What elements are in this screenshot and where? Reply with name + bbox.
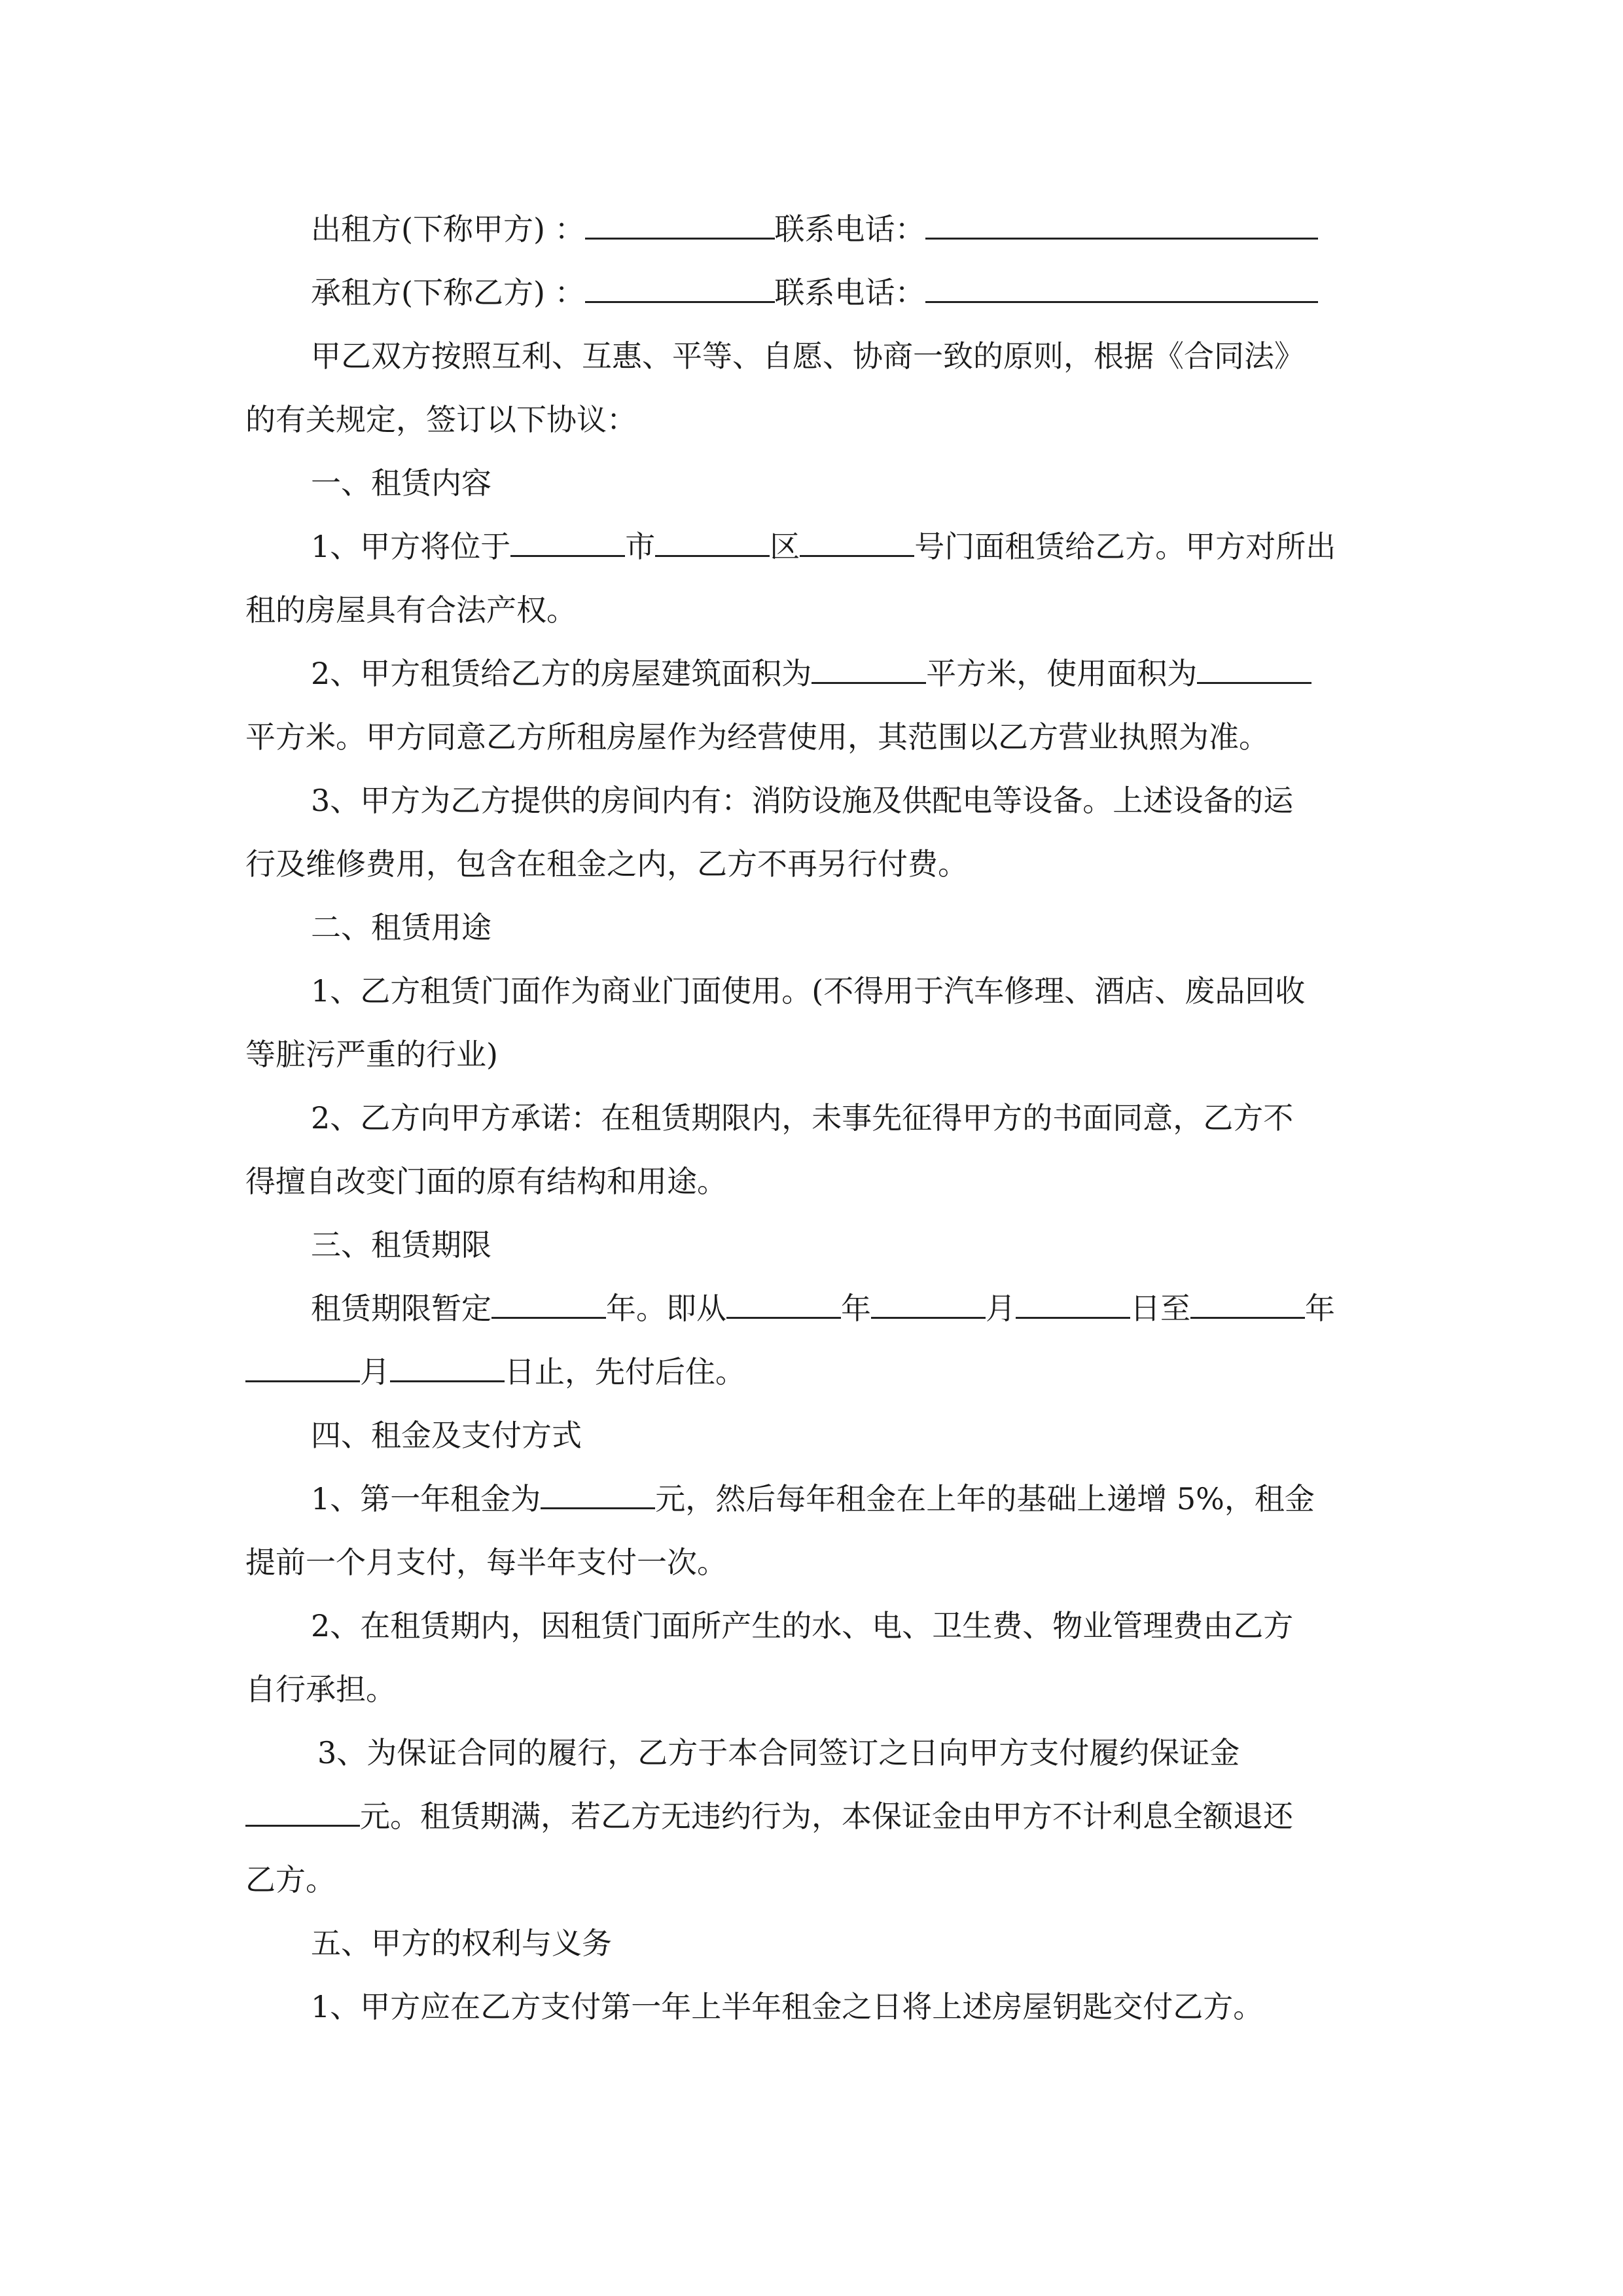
year-label: 年	[841, 1291, 871, 1326]
s4-item1-line2: 提前一个月支付，每半年支付一次。	[245, 1545, 727, 1580]
section-4-title: 四、租金及支付方式	[311, 1418, 582, 1453]
lessee-phone-blank[interactable]	[925, 300, 1318, 303]
s4-item1-text-b: 元，然后每年租金在上年的基础上递增 5%，租金	[655, 1481, 1315, 1516]
s4-item1-line1	[311, 1467, 1450, 1531]
term-text-a: 租赁期限暂定	[311, 1291, 491, 1326]
s3-term-line1	[311, 1277, 1450, 1340]
s4-item3-line1: 3、为保证合同的履行，乙方于本合同签订之日向甲方支付履约保证金	[317, 1735, 1240, 1770]
end-month-blank[interactable]	[245, 1380, 360, 1382]
s4-item1-text-a: 1、第一年租金为	[311, 1481, 541, 1516]
intro-line-2: 的有关规定，签订以下协议：	[245, 402, 637, 437]
lessor-phone-blank[interactable]	[925, 237, 1318, 240]
s1-item2-text-b: 平方米，使用面积为	[926, 656, 1198, 691]
usable-area-blank[interactable]	[1197, 681, 1311, 684]
lessor-name-blank[interactable]	[585, 237, 775, 240]
s4-item3-line2	[245, 1785, 1384, 1848]
term-years-blank[interactable]	[491, 1316, 606, 1319]
building-area-blank[interactable]	[812, 681, 926, 684]
to-label: 日至	[1130, 1291, 1190, 1326]
term-text-b: 年。即从	[606, 1291, 726, 1326]
start-month-blank[interactable]	[871, 1316, 986, 1319]
number-blank[interactable]	[800, 554, 914, 557]
s2-item1-line1: 1、乙方租赁门面作为商业门面使用。(不得用于汽车修理、酒店、废品回收	[311, 973, 1306, 1009]
s5-item1-line1: 1、甲方应在乙方支付第一年上半年租金之日将上述房屋钥匙交付乙方。	[311, 1989, 1264, 2024]
month-label: 月	[986, 1291, 1016, 1326]
district-blank[interactable]	[655, 554, 770, 557]
section-1-title: 一、租赁内容	[311, 465, 491, 501]
lessor-line	[311, 198, 1450, 261]
s3-term-line2	[245, 1340, 1384, 1404]
s4-item2-line1: 2、在租赁期内，因租赁门面所产生的水、电、卫生费、物业管理费由乙方	[311, 1608, 1294, 1643]
end-year-blank[interactable]	[1190, 1316, 1305, 1319]
start-year-blank[interactable]	[726, 1316, 841, 1319]
s4-item3-line3: 乙方。	[245, 1862, 336, 1897]
first-year-rent-blank[interactable]	[541, 1507, 655, 1509]
deposit-blank[interactable]	[245, 1824, 360, 1827]
section-5-title: 五、甲方的权利与义务	[311, 1926, 612, 1961]
section-3-title: 三、租赁期限	[311, 1227, 491, 1263]
lessee-phone-label: 联系电话：	[774, 275, 925, 310]
section-2-title: 二、租赁用途	[311, 910, 491, 945]
lessee-name-blank[interactable]	[585, 300, 775, 303]
s1-item1-text-a: 1、甲方将位于	[311, 529, 511, 564]
s1-item1-text-b: 市	[625, 529, 656, 564]
s1-item3-line2: 行及维修费用，包含在租金之内，乙方不再另行付费。	[245, 846, 968, 882]
intro-line-1: 甲乙双方按照互利、互惠、平等、自愿、协商一致的原则，根据《合同法》	[311, 338, 1304, 374]
lessor-label: 出租方(下称甲方) ：	[311, 211, 585, 247]
s1-item1-line1	[311, 515, 1450, 579]
s4-item3-text-b: 元。租赁期满，若乙方无违约行为，本保证金由甲方不计利息全额退还	[360, 1799, 1293, 1834]
start-day-blank[interactable]	[1016, 1316, 1130, 1319]
end-day-blank[interactable]	[390, 1380, 505, 1382]
lessee-line	[311, 261, 1450, 325]
s1-item2-text-a: 2、甲方租赁给乙方的房屋建筑面积为	[311, 656, 812, 691]
city-blank[interactable]	[510, 554, 625, 557]
month-label-2: 月	[360, 1354, 390, 1390]
s1-item1-text-c: 区	[770, 529, 800, 564]
s1-item1-text-d: 号门面租赁给乙方。甲方对所出	[914, 529, 1336, 564]
s1-item3-line1: 3、甲方为乙方提供的房间内有：消防设施及供配电等设备。上述设备的运	[311, 783, 1294, 818]
term-end-text: 日止，先付后住。	[505, 1354, 745, 1390]
s2-item2-line2: 得擅自改变门面的原有结构和用途。	[245, 1164, 727, 1199]
lessee-label: 承租方(下称乙方) ：	[311, 275, 585, 310]
s1-item2-line2: 平方米。甲方同意乙方所租房屋作为经营使用，其范围以乙方营业执照为准。	[245, 719, 1269, 755]
s1-item1-line2: 租的房屋具有合法产权。	[245, 592, 577, 628]
s2-item2-line1: 2、乙方向甲方承诺：在租赁期限内，未事先征得甲方的书面同意，乙方不	[311, 1100, 1294, 1136]
year-label-2: 年	[1305, 1291, 1335, 1326]
s1-item2-line1	[311, 642, 1450, 706]
lessor-phone-label: 联系电话：	[774, 211, 925, 247]
s4-item2-line2: 自行承担。	[245, 1672, 396, 1707]
s2-item1-line2: 等脏污严重的行业)	[245, 1037, 498, 1072]
